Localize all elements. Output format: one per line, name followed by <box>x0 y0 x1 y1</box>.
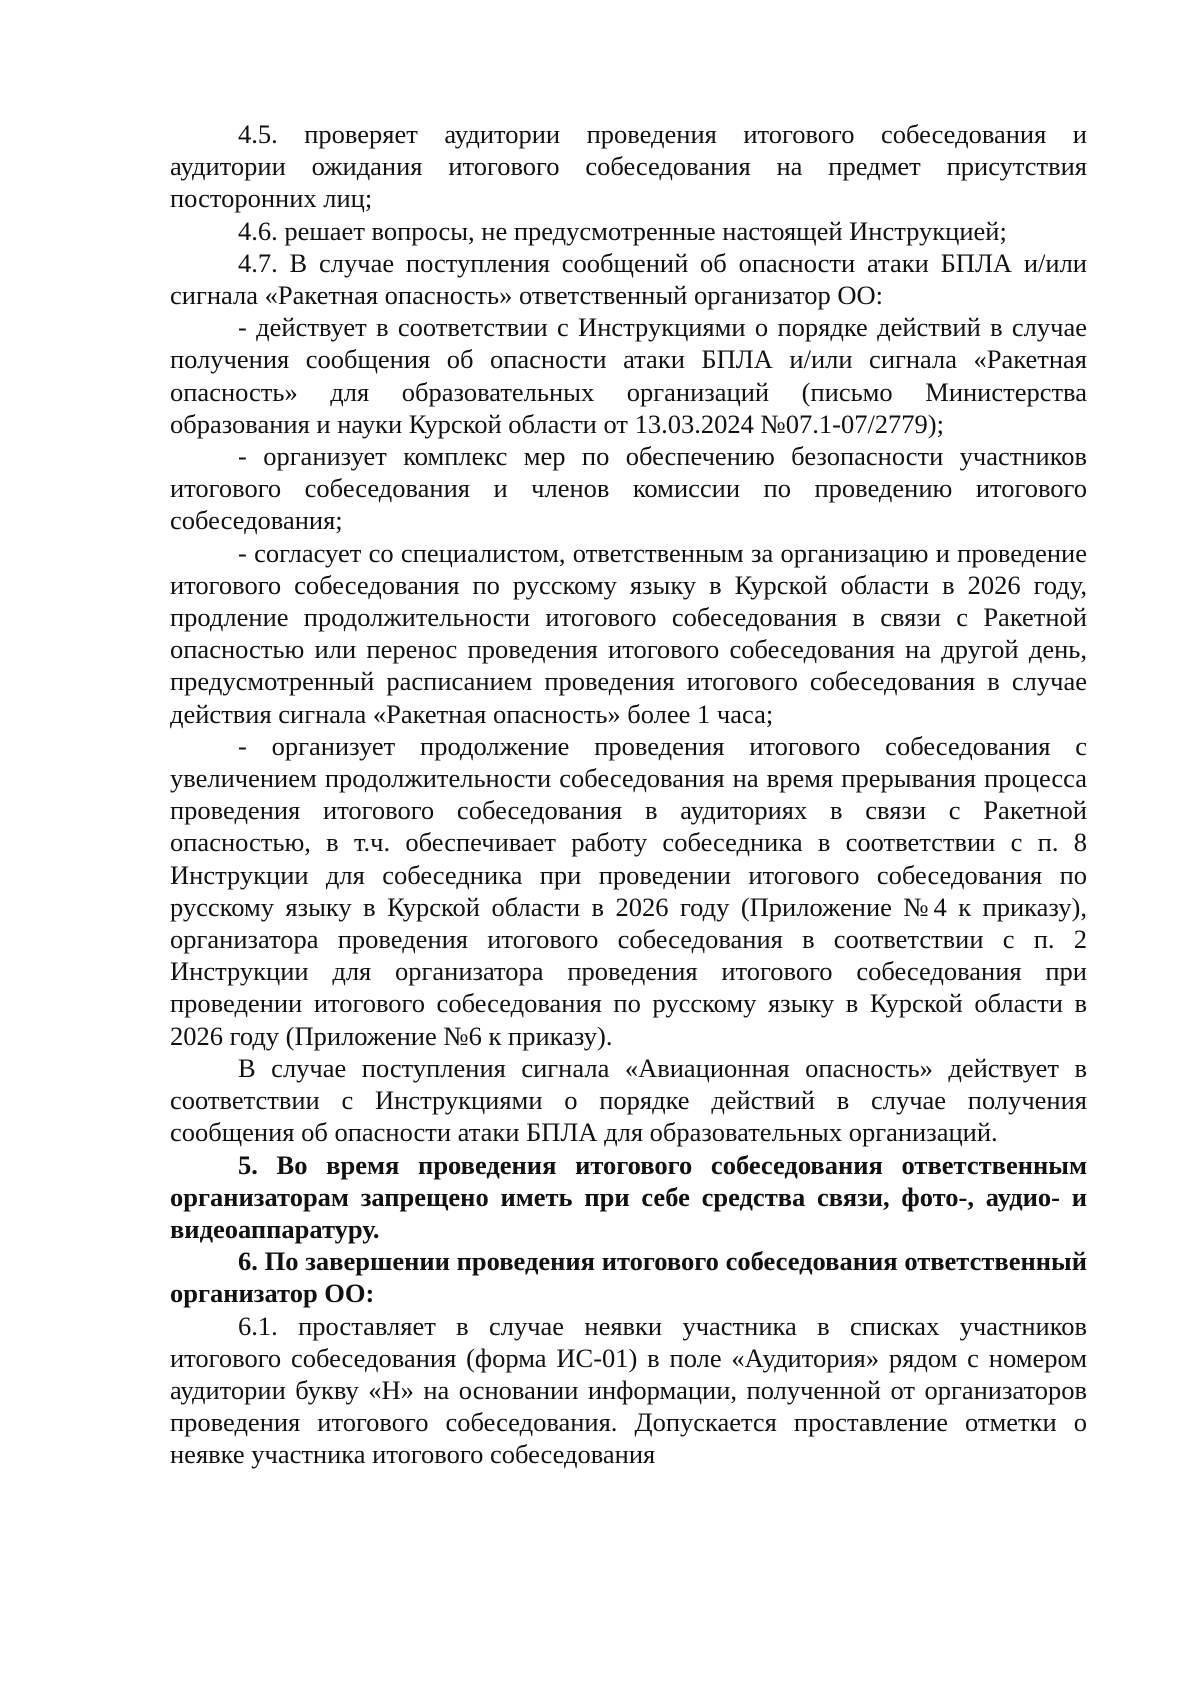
list-item-instructions: - действует в соответствии с Инструкциями о порядке действий в случае получения сообщения об опасности атаки БПЛА и/или сигнала «Ракетная опасность» для образовательных организаций (письмо Министерства образования и науки Курской области от 13.03.2024 №07.1-07/2779); <box>170 312 1087 439</box>
paragraph-aviation-danger: В случае поступления сигнала «Авиационная опасность» действует в соответствии с Инструкциями о порядке действий в случае получения сообщения об опасности атаки БПЛА для образовательных организаций. <box>170 1052 1087 1148</box>
list-item-continuation: - организует продолжение проведения итогового собеседования с увеличением продолжительности собеседования на время прерывания процесса проведения итогового собеседования в аудиториях в связи с Ракетной опасностью, в т.ч. обеспечивает работу собеседника в соответствии с п. 8 Инструкции для собеседника при проведении итогового собеседования по русскому языку в Курской области в 2026 году (Приложение №4 к приказу), организатора проведения итогового собеседования в соответствии с п. 2 Инструкции для организатора проведения итогового собеседования при проведении итогового собеседования по русскому языку в Курской области в 2026 году (Приложение №6 к приказу). <box>170 730 1087 1051</box>
paragraph-4-5: 4.5. проверяет аудитории проведения итогового собеседования и аудитории ожидания итогового собеседования на предмет присутствия посторонних лиц; <box>170 119 1087 214</box>
section-5-heading: 5. Во время проведения итогового собеседования ответственным организаторам запрещено иметь при себе средства связи, фото-, аудио- и видеоаппаратуру. <box>170 1149 1087 1244</box>
paragraph-4-7: 4.7. В случае поступления сообщений об опасности атаки БПЛА и/или сигнала «Ракетная опасность» ответственный организатор ОО: <box>170 247 1087 311</box>
list-item-safety-measures: - организует комплекс мер по обеспечению безопасности участников итогового собеседования и членов комиссии по проведению итогового собеседования; <box>170 441 1087 536</box>
document-page <box>170 118 1087 1471</box>
paragraph-6-1: 6.1. проставляет в случае неявки участника в списках участников итогового собеседования (форма ИС-01) в поле «Аудитория» рядом с номером аудитории букву «Н» на основании информации, полученной от организаторов проведения итогового собеседования. Допускается проставление отметки о неявке участника итогового собеседования <box>170 1310 1087 1470</box>
paragraph-4-6: 4.6. решает вопросы, не предусмотренные настоящей Инструкцией; <box>238 215 1007 246</box>
section-6-heading: 6. По завершении проведения итогового собеседования ответственный организатор ОО: <box>170 1246 1087 1309</box>
list-item-coordination: - согласует со специалистом, ответственным за организацию и проведение итогового собеседования по русскому языку в Курской области в 2026 году, продление продолжительности итогового собеседования в связи с Ракетной опасностью или перенос проведения итогового собеседования на другой день, предусмотренный расписанием проведения итогового собеседования в случае действия сигнала «Ракетная опасность» более 1 часа; <box>170 537 1087 729</box>
